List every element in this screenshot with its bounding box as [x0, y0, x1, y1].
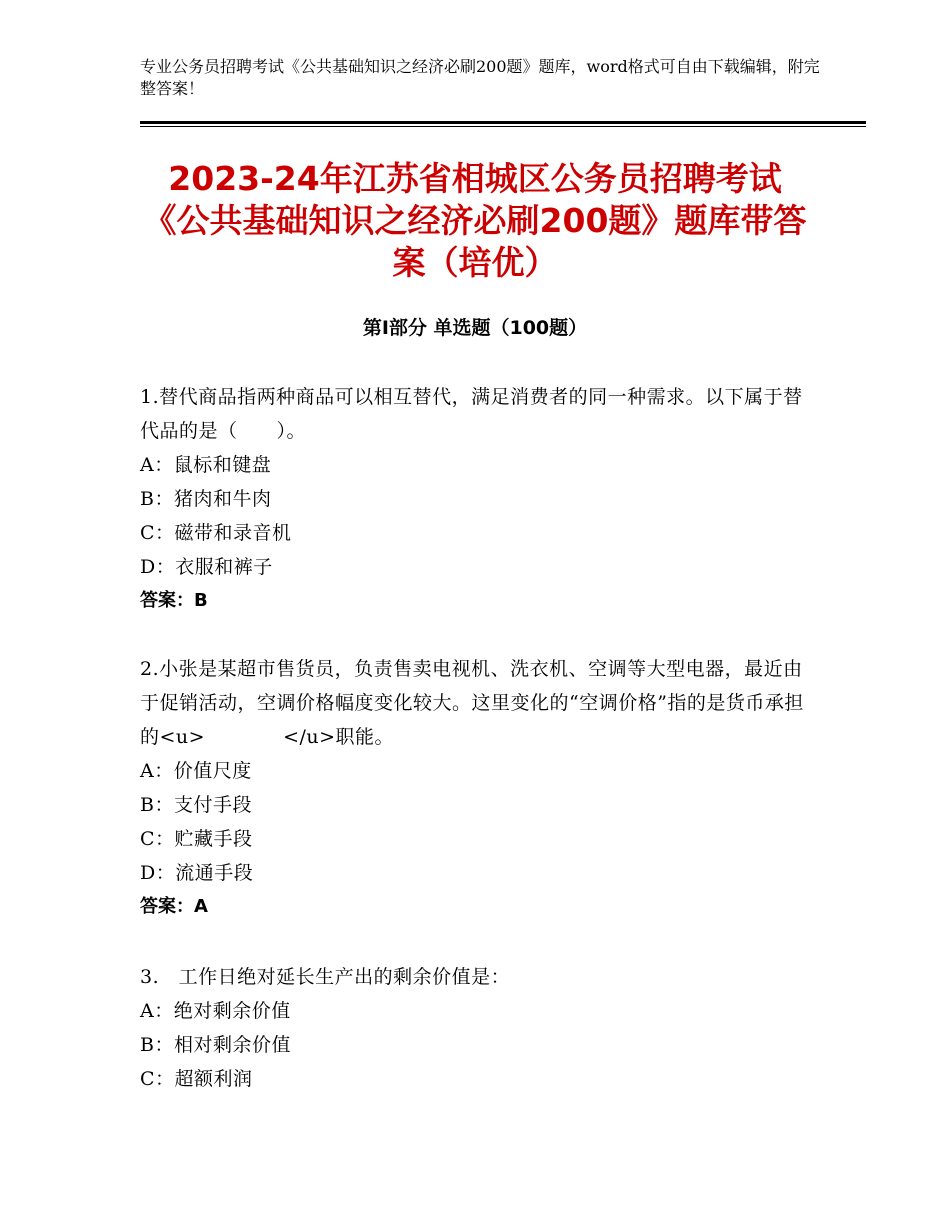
- option-c: C：超额利润: [140, 1068, 253, 1090]
- option-a: A：价值尺度: [140, 760, 252, 782]
- answer-line: 答案：B: [140, 590, 208, 611]
- question-stem: 3. 工作日绝对延长生产出的剩余价值是：: [140, 966, 511, 988]
- option-b: B：相对剩余价值: [140, 1034, 291, 1056]
- question-3: [140, 960, 810, 1096]
- question-2: [140, 652, 810, 924]
- header-divider-thin: [140, 126, 866, 127]
- question-stem: 2.小张是某超市售货员，负责售卖电视机、洗衣机、空调等大型电器，最近由于促销活动，空调价格幅度变化较大。这里变化的“空调价格”指的是货币承担的<u> </u>职能。: [140, 658, 804, 748]
- answer-line: 答案：A: [140, 896, 208, 917]
- question-1: [140, 380, 810, 618]
- option-c: C：磁带和录音机: [140, 522, 292, 544]
- option-d: D：流通手段: [140, 862, 254, 884]
- section-heading: 第Ⅰ部分 单选题（100题）: [362, 317, 588, 339]
- option-b: B：支付手段: [140, 794, 252, 816]
- option-a: A：鼠标和键盘: [140, 454, 272, 476]
- option-c: C：贮藏手段: [140, 828, 253, 850]
- header-divider-thick: [140, 121, 866, 124]
- question-stem: 1.替代商品指两种商品可以相互替代，满足消费者的同一种需求。以下属于替代品的是（ ）。: [140, 386, 803, 442]
- option-d: D：衣服和裤子: [140, 556, 273, 578]
- option-b: B：猪肉和牛肉: [140, 488, 272, 510]
- document-title: 2023-24年江苏省相城区公务员招聘考试《公共基础知识之经济必刷200题》题库带答案（培优）: [143, 159, 807, 282]
- header-note: 专业公务员招聘考试《公共基础知识之经济必刷200题》题库，word格式可自由下载编辑，附完整答案！: [140, 57, 820, 98]
- option-a: A：绝对剩余价值: [140, 1000, 291, 1022]
